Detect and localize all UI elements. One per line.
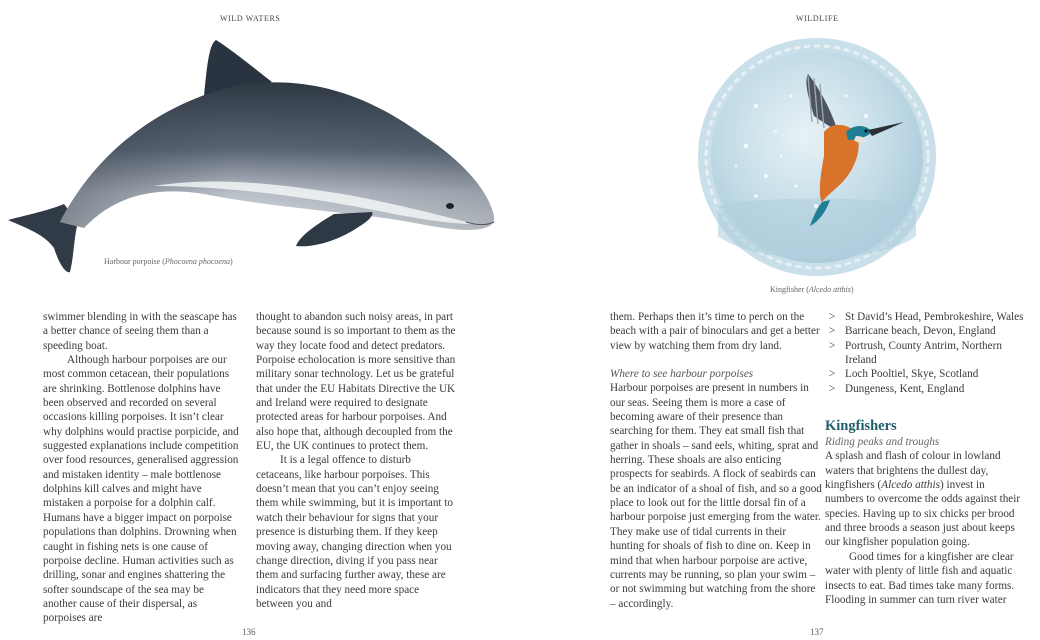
subheading-where-to-see: Where to see harbour porpoises — [610, 368, 754, 381]
page-number-left: 136 — [242, 627, 256, 637]
chevron-right-icon: > — [829, 368, 836, 381]
paragraph: swimmer blending in with the seascape has a better chance of seeing them than a speeding boat. — [43, 311, 237, 352]
section-heading-kingfishers: Kingfishers — [825, 418, 897, 435]
running-head-right: WILDLIFE — [796, 14, 839, 23]
paragraph: A splash and flash of colour in lowland waters that brightens the dullest day, kingfishers (Alcedo atthis) invest in numbers to overcome the odds against their species. Having up to six chicks per brood and three broods a season just about keeps our kingfisher population going. — [825, 450, 1021, 549]
running-head-left: WILD WATERS — [220, 14, 281, 23]
porpoise-caption: Harbour porpoise (Phocoena phocoena) — [104, 257, 233, 266]
paragraph: Good times for a kingfisher are clear water with plenty of little fish and aquatic insects to eat. Bad times take many forms. Flooding in summer can turn river water — [825, 550, 1015, 606]
paragraph: It is a legal offence to disturb cetaceans, like harbour porpoises. This doesn’t mean that you can’t enjoy seeing them while swimming, but it is important to watch their behaviour for signs that your presence is disturbing them. If they keep moving away, changing direction when you change direction, diving if you pass near them and surfacing further away, these are indicators that they need more space between you and — [256, 454, 454, 610]
body-column-3 — [610, 310, 822, 611]
chevron-right-icon: > — [829, 339, 836, 352]
chevron-right-icon: > — [829, 382, 836, 395]
kingfisher-roundel-illustration-icon — [696, 36, 938, 278]
paragraph: Although harbour porpoises are our most common cetacean, their populations are shrinking. Bottlenose dolphins have been observed and recorded on several occasions killing porpoises. It isn’t clear why dolphins would practise porpicide, and suggested explanations include competition over food resources, generalised aggression and mistaken identity – male bottlenose dolphins kill calves and might have mistaken a porpoise for a dolphin calf. Humans have a bigger impact on porpoise populations than dolphins. Drowning when caught in fishing nets is one cause of porpoise decline. Human activities such as drilling, sonar and engines shattering the softer soundscape of the sea may be another cause of their dispersal, as porpoises are — [43, 354, 239, 625]
paragraph: Harbour porpoises are present in numbers in our seas. Seeing them is more a case of becoming aware of their presence than searching for them. They eat small fish that gather in shoals – sand eels, whiting, sprat and herring. These shoals are also enticing prospects for seabirds. A flock of seabirds can be an indicator of a shoal of fish, and so a good place to look out for the little dorsal fin of a harbour porpoise just emerging from the water. They make use of tidal currents in their hunting for shoals of fish to dine on. Keep in mind that when harbour porpoise are active, currents may be running, so plan your swim – or not swimming but watching from the shore – accordingly. — [610, 382, 822, 610]
chevron-right-icon: > — [829, 311, 836, 323]
section-deck: Riding peaks and troughs — [825, 436, 940, 449]
body-column-2 — [256, 310, 458, 611]
list-item: > Dungeness, Kent, England — [829, 382, 965, 395]
places-list — [825, 310, 1025, 396]
chevron-right-icon: > — [829, 325, 836, 338]
kingfisher-caption: Kingfisher (Alcedo atthis) — [770, 285, 854, 294]
harbour-porpoise-illustration-icon — [4, 36, 500, 276]
list-item: > Barricane beach, Devon, England — [829, 325, 996, 338]
paragraph: them. Perhaps then it’s time to perch on the beach with a pair of binoculars and get a better view by watching them from dry land. — [610, 311, 820, 352]
list-item: > Portrush, County Antrim, Northern Ireland — [829, 339, 1002, 367]
body-column-4 — [825, 310, 1025, 607]
list-item: > Loch Pooltiel, Skye, Scotland — [829, 368, 979, 381]
page-number-right: 137 — [810, 627, 824, 637]
list-item: > St David’s Head, Pembrokeshire, Wales — [829, 311, 1024, 323]
body-column-1 — [43, 310, 239, 626]
paragraph: thought to abandon such noisy areas, in part because sound is so important to them as the way they locate food and detect predators. Porpoise echolocation is more sensitive than military sonar technology. Let us be grateful that under the EU Habitats Directive the UK and Ireland were required to designate protected areas for harbour porpoises. And also hope that, although decoupled from the EU, the UK continues to protect them. — [256, 311, 456, 453]
